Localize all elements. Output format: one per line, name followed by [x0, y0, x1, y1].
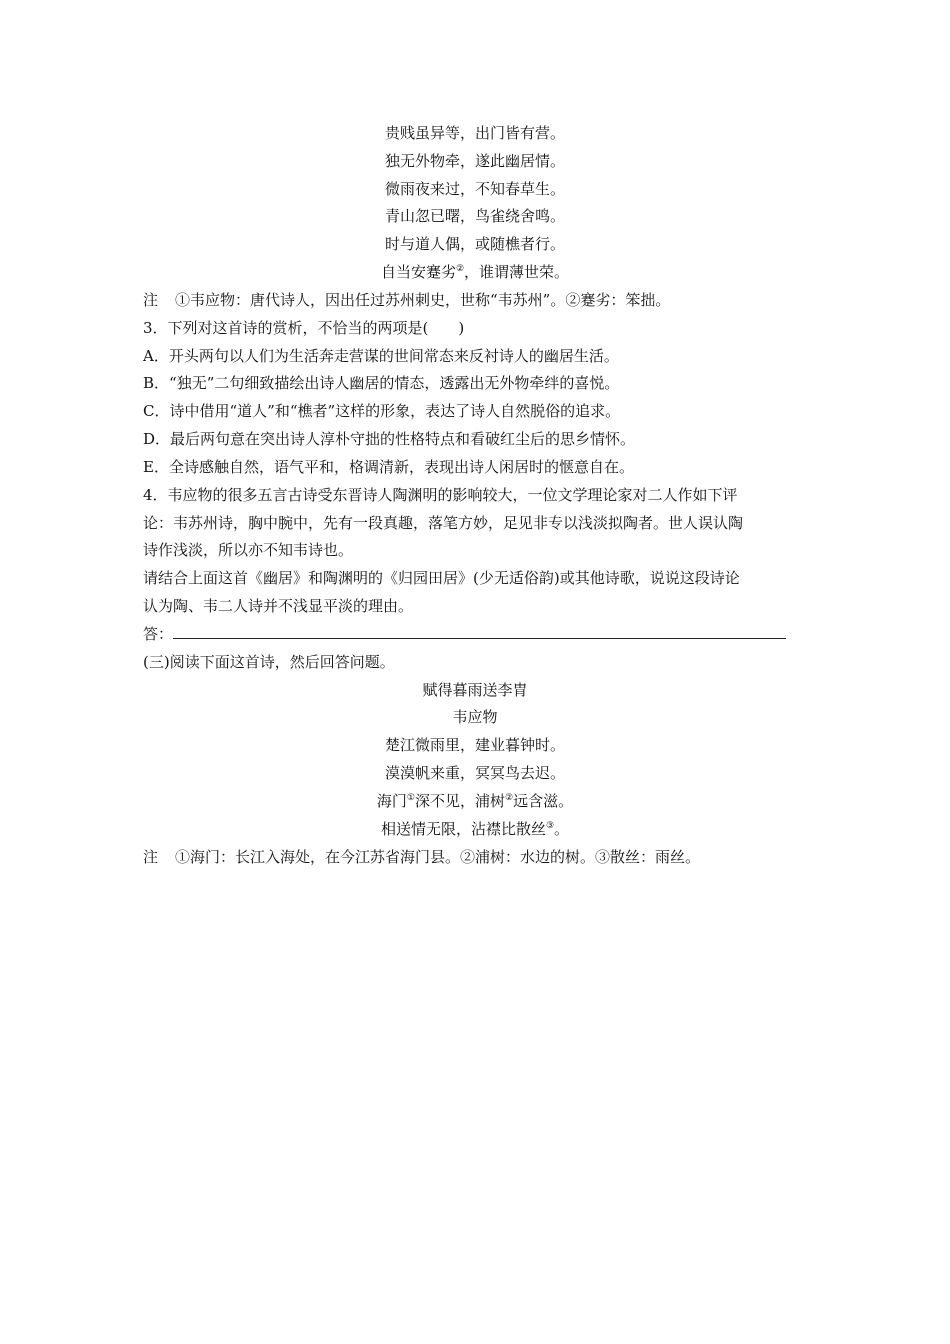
- question-text: 论：韦苏州诗，胸中腕中，先有一段真趣，落笔方妙，足见非专以浅淡拟陶者。世人误认陶: [143, 514, 744, 532]
- poem-text: 海门: [376, 792, 407, 810]
- poem-line: 微雨夜来过，不知春草生。: [384, 180, 565, 198]
- note-text: ①韦应物：唐代诗人，因出任过苏州刺史，世称“韦苏州”。②蹇劣：笨拙。: [175, 291, 671, 309]
- poem-line: 楚江微雨里，建业暮钟时。: [384, 736, 565, 754]
- option-c: C．诗中借用“道人”和“樵者”这样的形象，表达了诗人自然脱俗的追求。: [143, 402, 621, 420]
- poem-text: 自当安蹇劣: [380, 263, 456, 281]
- note-label: 注: [143, 291, 159, 309]
- question-text: 4．韦应物的很多五言古诗受东晋诗人陶渊明的影响较大，一位文学理论家对二人作如下评: [143, 486, 738, 504]
- option-b: B．“独无”二句细致描绘出诗人幽居的情态，透露出无外物牵绊的喜悦。: [143, 374, 620, 392]
- note-text: ①海门：长江入海处，在今江苏省海门县。②浦树：水边的树。③散丝：雨丝。: [175, 848, 701, 866]
- question-text: 诗作浅淡，所以亦不知韦诗也。: [143, 541, 354, 559]
- poem-line: 时与道人偶，或随樵者行。: [384, 235, 565, 253]
- poem-text: 相送情无限，沾襟比散丝: [380, 820, 546, 838]
- poem-author: 韦应物: [452, 708, 498, 726]
- option-a: A．开头两句以人们为生活奔走营谋的世间常态来反衬诗人的幽居生活。: [143, 347, 619, 365]
- poem-title: 赋得暮雨送李胄: [422, 681, 528, 699]
- poem-line: [0, 791, 950, 811]
- footnote-mark: ②: [505, 793, 514, 803]
- question-stem: 3．下列对这首诗的赏析，不恰当的两项是( ): [143, 319, 465, 337]
- poem-line: [0, 262, 950, 282]
- answer-line[interactable]: [173, 638, 786, 639]
- note-paragraph: [143, 847, 813, 867]
- poem-line: 青山忽已曙，鸟雀绕舍鸣。: [384, 207, 565, 225]
- poem-line: [0, 819, 950, 839]
- footnote-mark: ③: [545, 821, 555, 831]
- footnote-mark: ②: [455, 264, 465, 274]
- poem-line: 独无外物牵，遂此幽居情。: [384, 152, 565, 170]
- option-d: D．最后两句意在突出诗人淳朴守拙的性格特点和看破红尘后的思乡情怀。: [143, 430, 636, 448]
- question-text: 请结合上面这首《幽居》和陶渊明的《归园田居》(少无适俗韵)或其他诗歌，说说这段诗论: [143, 569, 740, 587]
- poem-text: ，谁谓薄世荣。: [464, 263, 570, 281]
- section-heading: (三)阅读下面这首诗，然后回答问题。: [143, 653, 395, 671]
- poem-line: 贵贱虽异等，出门皆有营。: [384, 124, 565, 142]
- footnote-mark: ①: [406, 793, 415, 803]
- question-text: 认为陶、韦二人诗并不浅显平淡的理由。: [143, 597, 414, 615]
- note-label: 注: [143, 848, 159, 866]
- poem-line: 漠漠帆来重，冥冥鸟去迟。: [384, 764, 565, 782]
- poem-text: 远含滋。: [513, 792, 574, 810]
- option-e: E．全诗感触自然，语气平和，格调清新，表现出诗人闲居时的惬意自在。: [143, 458, 634, 476]
- poem-text: 。: [554, 820, 570, 838]
- note-paragraph: [143, 290, 813, 310]
- poem-text: 深不见，浦树: [414, 792, 505, 810]
- answer-label: 答：: [143, 625, 174, 643]
